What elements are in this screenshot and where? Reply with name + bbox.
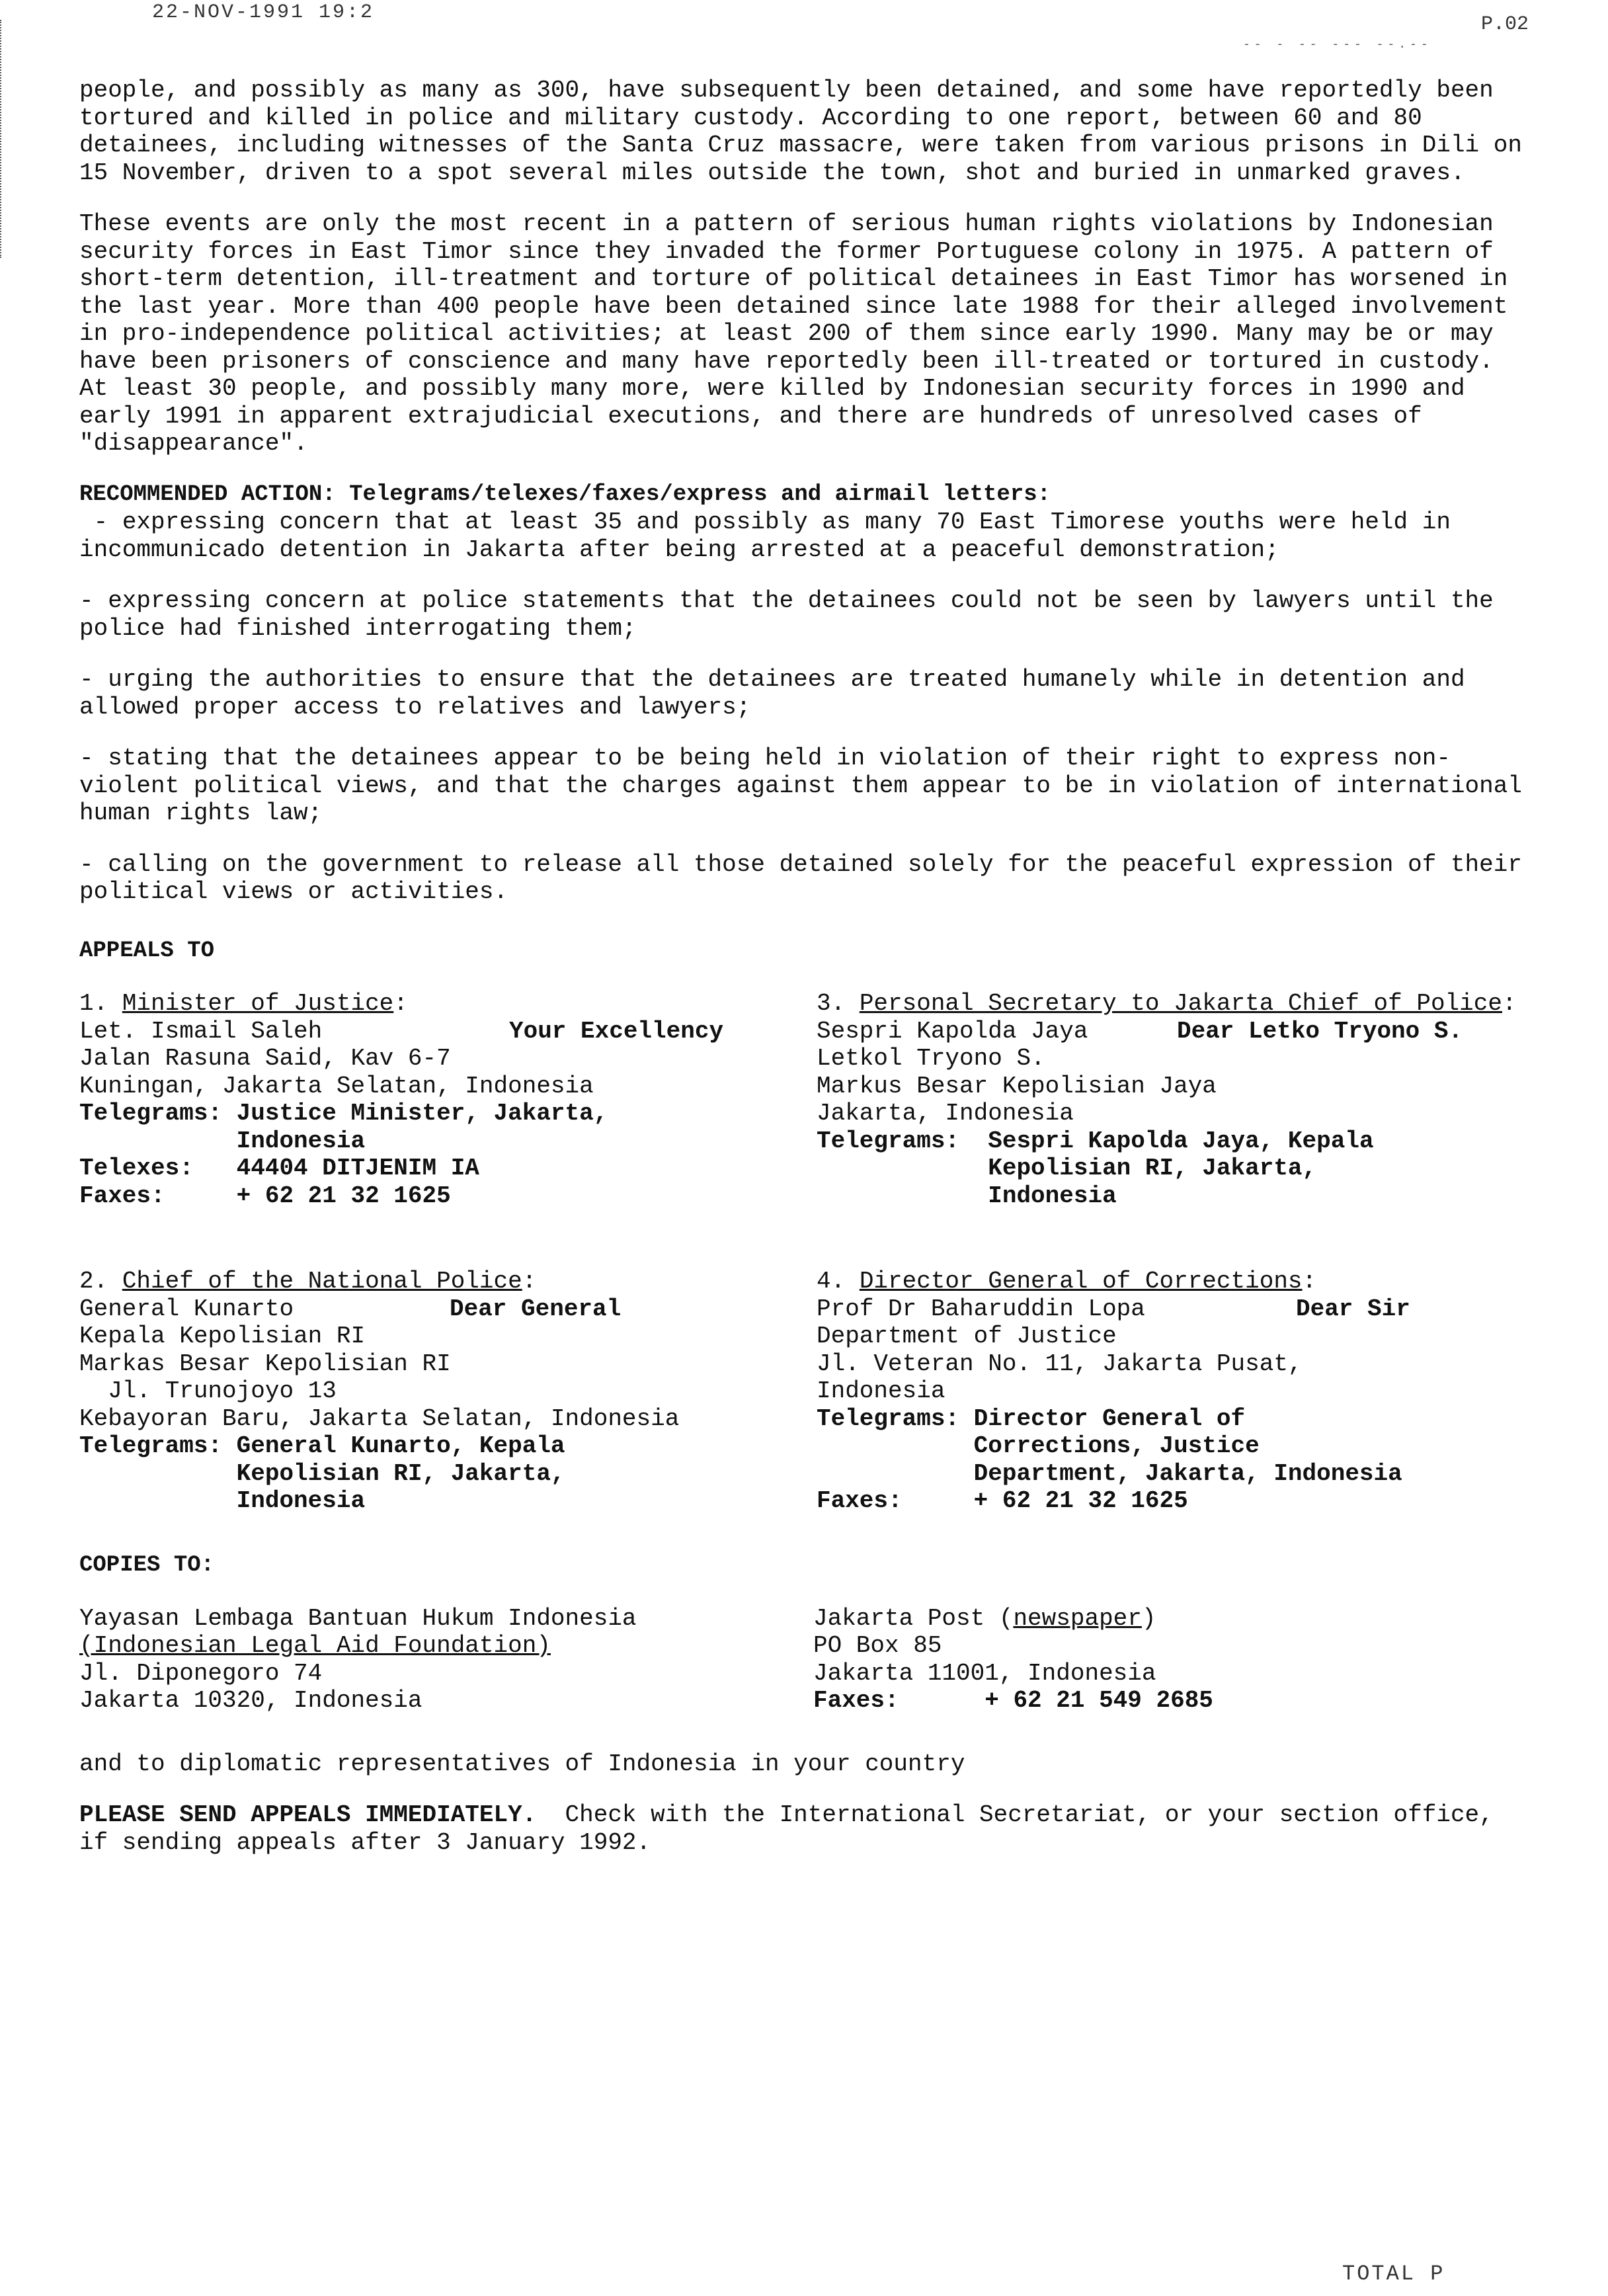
appeal-salutation: Dear General bbox=[450, 1295, 622, 1323]
copy-fax: + 62 21 549 2685 bbox=[985, 1687, 1213, 1714]
appeal-telegram: Justice Minister, Jakarta, Indonesia bbox=[236, 1100, 608, 1155]
appeal-name: General Kunarto bbox=[79, 1295, 294, 1323]
document-body bbox=[79, 77, 1537, 1880]
fax-page-number: P.02 bbox=[1481, 13, 1529, 36]
copies-row bbox=[79, 1605, 1534, 1750]
recommended-action-heading: RECOMMENDED ACTION: Telegrams/telexes/faxes/express and airmail letters: bbox=[79, 481, 1051, 507]
appeal-salutation: Dear Letko Tryono S. bbox=[1177, 1017, 1463, 1045]
action-item: - calling on the government to release all those detained solely for the peaceful expression of their political views or activities. bbox=[79, 850, 1537, 905]
copy-jakarta-post: Jakarta Post (newspaper) PO Box 85 Jakarta 11001, Indonesia Faxes: + 62 21 549 2685 bbox=[813, 1604, 1213, 1714]
appeal-telex: 44404 DITJENIM IA bbox=[236, 1155, 479, 1182]
appeal-salutation: Dear Sir bbox=[1296, 1295, 1410, 1323]
appeals-row-2 bbox=[79, 1268, 1534, 1552]
copy-legal-aid-foundation: Yayasan Lembaga Bantuan Hukum Indonesia (Indonesian Legal Aid Foundation) Jl. Diponegoro 74 Jakarta 10320, Indonesia bbox=[79, 1604, 637, 1714]
fax-header-marks: -- - -- --- --.-- bbox=[1243, 38, 1432, 52]
appeal-title: Personal Secretary to Jakarta Chief of Police bbox=[859, 990, 1502, 1017]
appeal-name: Sespri Kapolda Jaya bbox=[817, 1017, 1088, 1045]
page-edge-mark bbox=[0, 20, 11, 258]
appeal-telegram: General Kunarto, Kepala Kepolisian RI, Jakarta, Indonesia bbox=[236, 1432, 565, 1514]
appeal-fax: + 62 21 32 1625 bbox=[236, 1182, 451, 1210]
appeal-name: Prof Dr Baharuddin Lopa bbox=[817, 1295, 1145, 1323]
paragraph-pattern: These events are only the most recent in a pattern of serious human rights violations by Indonesian security forces in East Timor since they invaded the former Portuguese colony in 1975. A pattern of short-term detention, ill-treatment and torture of political detainees in East Timor has worsened in the last year. More than 400 people have been detained since late 1988 for their alleged involvement in pro-independence political activities; at least 200 of them since early 1990. Many may be or may have been prisoners of conscience and many have reportedly been ill-treated or tortured in custody. At least 30 people, and possibly many more, were killed by Indonesian security forces in 1990 and early 1991 in apparent extrajudicial executions, and there are hundreds of unresolved cases of "disappearance". bbox=[79, 210, 1522, 457]
action-item: - urging the authorities to ensure that the detainees are treated humanely while in detention and allowed proper access to relatives and lawyers; bbox=[79, 666, 1480, 721]
appeal-name: Let. Ismail Saleh bbox=[79, 1017, 323, 1045]
action-item: - expressing concern at police statements that the detainees could not be seen by lawyers until the police had finished interrogating them; bbox=[79, 587, 1508, 642]
diplomatic-note: and to diplomatic representatives of Indonesia in your country bbox=[79, 1750, 965, 1778]
appeals-row-1 bbox=[79, 990, 1534, 1268]
fax-total-pages: TOTAL P bbox=[1342, 2262, 1445, 2286]
action-item: - stating that the detainees appear to be being held in violation of their right to express non-violent political views, and that the charges against them appear to be in violation of international human rights law; bbox=[79, 745, 1537, 827]
appeal-minister-of-justice: 1. Minister of Justice: Let. Ismail Saleh Your Excellency Jalan Rasuna Said, Kav 6-7 Kuningan, Jakarta Selatan, Indonesia Telegrams: Justice Minister, Jakarta, Indonesia Telexes: 44404 DITJENIM IA Faxes: + 62 21 32 1625 bbox=[79, 990, 724, 1210]
appeal-personal-secretary: 3. Personal Secretary to Jakarta Chief of Police: Sespri Kapolda Jaya Dear Letko Tryono S. Letkol Tryono S. Markus Besar Kepolisian Jaya Jakarta, Indonesia Telegrams: Sespri Kapolda Jaya, Kepala Kepolisian RI, Jakarta, Indonesia bbox=[817, 990, 1517, 1210]
appeal-salutation: Your Excellency bbox=[509, 1017, 724, 1045]
appeal-director-general-corrections: 4. Director General of Corrections: Prof Dr Baharuddin Lopa Dear Sir Department of Justice Jl. Veteran No. 11, Jakarta Pusat, Indonesia Telegrams: Director General of Corrections, Justice Department, Jakarta, Indonesia Faxes: + 62 21 32 1625 bbox=[817, 1268, 1410, 1514]
paragraph-detentions: people, and possibly as many as 300, have subsequently been detained, and some have reportedly been tortured and killed in police and military custody. According to one report, between 60 and 80 detainees, including witnesses of the Santa Cruz massacre, were taken from various prisons in Dili on 15 November, driven to a spot several miles outside the town, shot and buried in unmarked graves. bbox=[79, 77, 1537, 186]
send-appeals-note: PLEASE SEND APPEALS IMMEDIATELY. Check with the International Secretariat, or your section office, if sending appeals after 3 January 1992. bbox=[79, 1801, 1508, 1856]
appeal-title: Chief of the National Police bbox=[122, 1268, 522, 1295]
appeal-title: Director General of Corrections bbox=[859, 1268, 1303, 1295]
appeal-title: Minister of Justice bbox=[122, 990, 394, 1017]
appeal-chief-national-police: 2. Chief of the National Police: General Kunarto Dear General Kepala Kepolisian RI Markas Besar Kepolisian RI Jl. Trunojoyo 13 Kebayoran Baru, Jakarta Selatan, Indonesia Telegrams: General Kunarto, Kepala Kepolisian RI, Jakarta, Indonesia bbox=[79, 1268, 680, 1514]
copies-heading: COPIES TO: bbox=[79, 1553, 215, 1578]
appeals-heading: APPEALS TO bbox=[79, 938, 215, 964]
appeal-telegram: Director General of Corrections, Justice Department, Jakarta, Indonesia bbox=[973, 1405, 1402, 1487]
appeal-telegram: Sespri Kapolda Jaya, Kepala Kepolisian RI, Jakarta, Indonesia bbox=[988, 1127, 1374, 1210]
action-item: - expressing concern that at least 35 and possibly as many 70 East Timorese youths were held in incommunicado detention in Jakarta after being arrested at a peaceful demonstration; bbox=[79, 509, 1465, 563]
appeal-fax: + 62 21 32 1625 bbox=[973, 1487, 1188, 1514]
recommended-action-section bbox=[79, 481, 1537, 906]
fax-timestamp: 22-NOV-1991 19:2 bbox=[152, 1, 375, 24]
